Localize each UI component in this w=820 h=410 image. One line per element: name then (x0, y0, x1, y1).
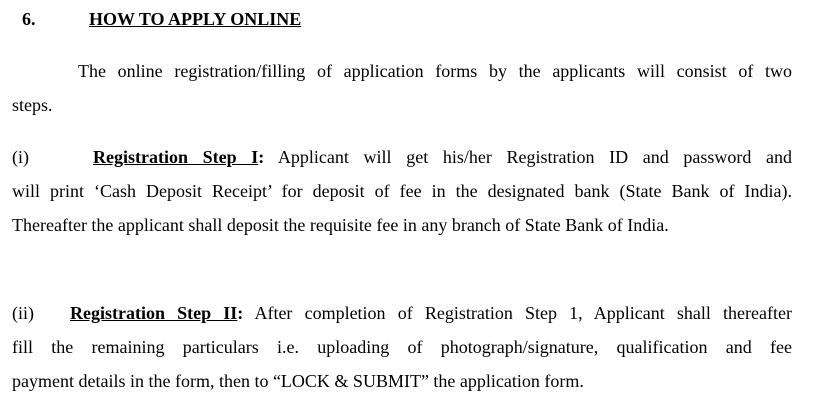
step-1-line-1 (12, 140, 792, 174)
intro-line-2: steps. (12, 95, 53, 115)
step-1-label: Registration Step I (93, 147, 259, 167)
step-1-line-2: will print ‘Cash Deposit Receipt’ for deposit of fee in the designated bank (State Bank of India). (12, 181, 792, 201)
step-2-line-1 (12, 296, 792, 330)
step-1-line-1-text: Applicant will get his/her Registration ID and password and (264, 147, 792, 167)
step-2-line-1-text: After completion of Registration Step 1, Applicant shall thereafter (243, 303, 793, 323)
step-2-line-3: payment details in the form, then to “LOCK & SUBMIT” the application form. (12, 371, 584, 391)
step-2-line-2: fill the remaining particulars i.e. uploading of photograph/signature, qualification and fee (12, 337, 792, 357)
section-title: HOW TO APPLY ONLINE (89, 9, 302, 29)
step-2-numeral: (ii) (12, 303, 34, 323)
intro-line-1: The online registration/filling of application forms by the applicants will consist of two (78, 61, 792, 81)
step-1-numeral: (i) (12, 147, 29, 167)
intro-paragraph (12, 54, 792, 122)
step-2-colon: : (237, 303, 244, 323)
step-1-paragraph (12, 140, 792, 242)
step-2-label: Registration Step II (70, 303, 238, 323)
step-1-line-3: Thereafter the applicant shall deposit the requisite fee in any branch of State Bank of India. (12, 215, 669, 235)
section-number: 6. (22, 9, 36, 29)
step-1-colon: : (258, 147, 265, 167)
step-2-paragraph (12, 296, 792, 398)
